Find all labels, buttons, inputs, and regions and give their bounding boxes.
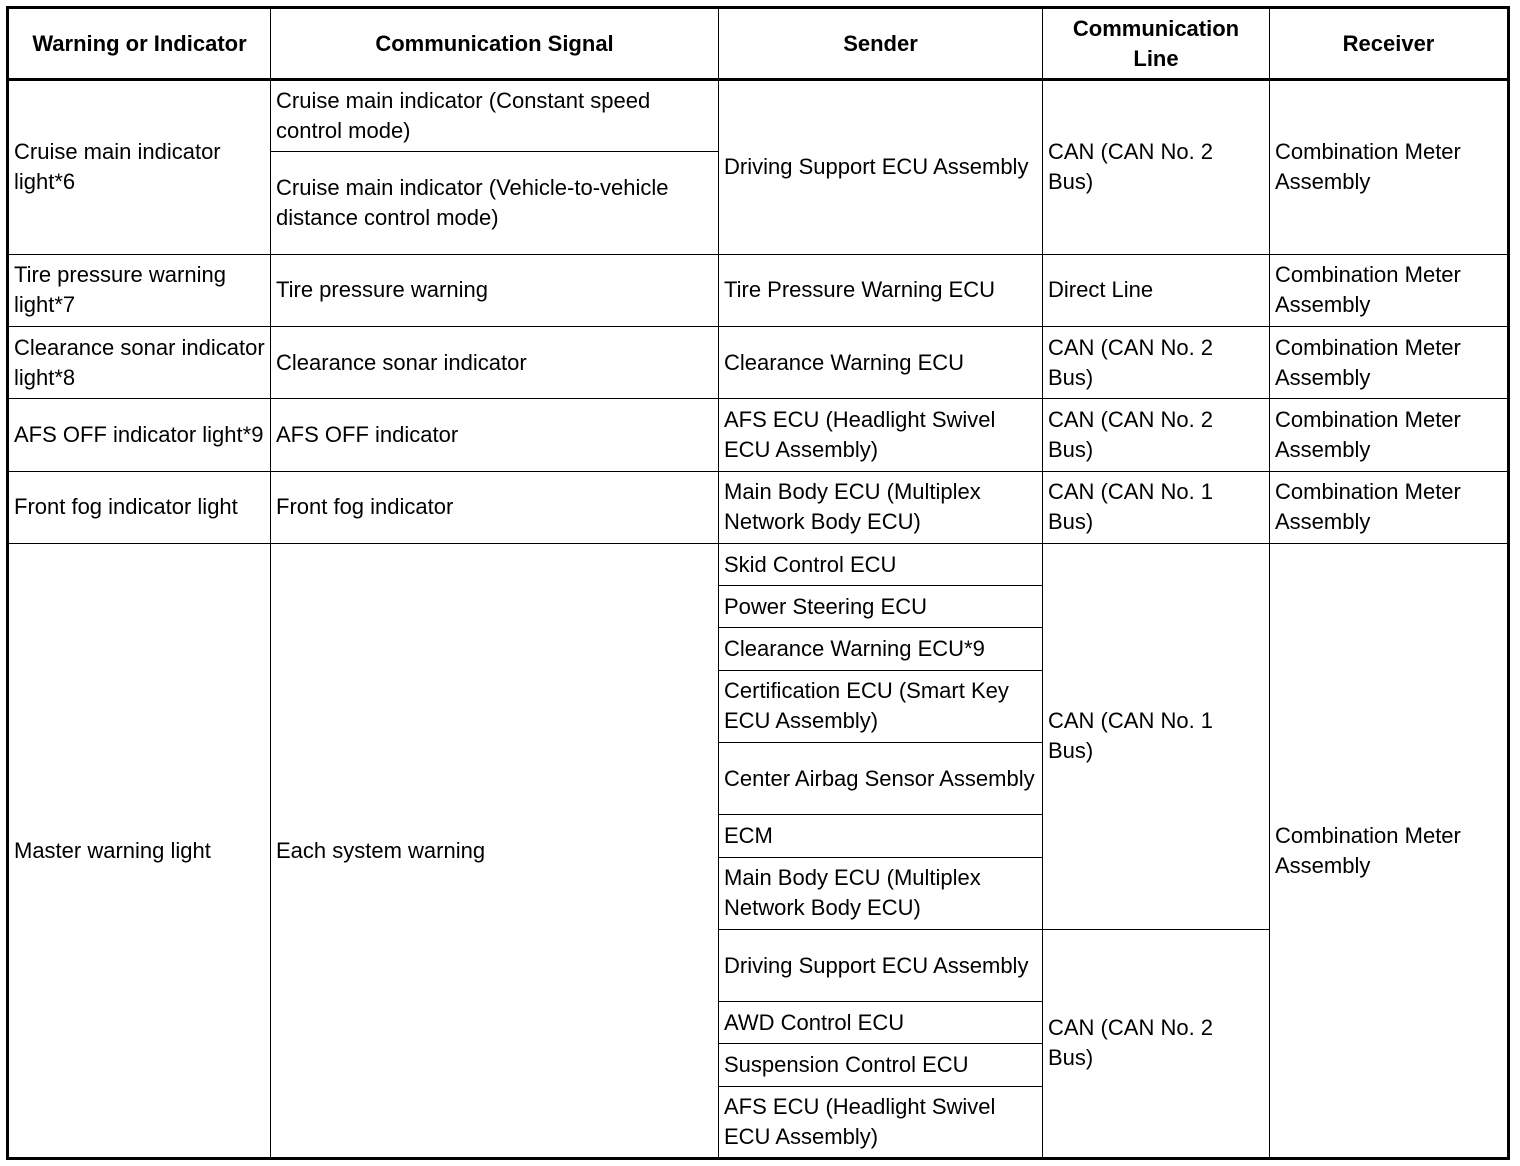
cell-sender: Driving Support ECU Assembly	[719, 929, 1043, 1001]
header-line: Communication Line	[1043, 8, 1270, 80]
cell-warning: Clearance sonar indicator light*8	[8, 327, 271, 399]
cell-signal: Cruise main indicator (Vehicle-to-vehicle distance control mode)	[271, 152, 719, 254]
header-row	[8, 8, 1509, 80]
cell-sender: Main Body ECU (Multiplex Network Body ECU)	[719, 857, 1043, 929]
table-row	[8, 254, 1509, 326]
cell-warning: Master warning light	[8, 544, 271, 1159]
cell-warning: Front fog indicator light	[8, 471, 271, 543]
table-row	[8, 80, 1509, 152]
cell-sender: AWD Control ECU	[719, 1002, 1043, 1044]
cell-line: CAN (CAN No. 1 Bus)	[1043, 544, 1270, 930]
cell-sender: AFS ECU (Headlight Swivel ECU Assembly)	[719, 1086, 1043, 1158]
cell-sender: Skid Control ECU	[719, 544, 1043, 586]
cell-receiver: Combination Meter Assembly	[1270, 471, 1509, 543]
cell-signal: Tire pressure warning	[271, 254, 719, 326]
communication-table	[6, 6, 1510, 1160]
cell-line: CAN (CAN No. 2 Bus)	[1043, 80, 1270, 255]
cell-line: CAN (CAN No. 2 Bus)	[1043, 929, 1270, 1158]
cell-sender: Certification ECU (Smart Key ECU Assembly)	[719, 670, 1043, 742]
cell-warning: Cruise main indicator light*6	[8, 80, 271, 255]
cell-receiver: Combination Meter Assembly	[1270, 544, 1509, 1159]
cell-receiver: Combination Meter Assembly	[1270, 399, 1509, 471]
cell-sender: Power Steering ECU	[719, 586, 1043, 628]
cell-line: CAN (CAN No. 2 Bus)	[1043, 399, 1270, 471]
cell-warning: Tire pressure warning light*7	[8, 254, 271, 326]
cell-sender: Suspension Control ECU	[719, 1044, 1043, 1086]
cell-line: Direct Line	[1043, 254, 1270, 326]
cell-signal: Cruise main indicator (Constant speed control mode)	[271, 80, 719, 152]
cell-sender: Clearance Warning ECU*9	[719, 628, 1043, 670]
table-row	[8, 471, 1509, 543]
header-receiver: Receiver	[1270, 8, 1509, 80]
cell-receiver: Combination Meter Assembly	[1270, 327, 1509, 399]
cell-warning: AFS OFF indicator light*9	[8, 399, 271, 471]
cell-line: CAN (CAN No. 2 Bus)	[1043, 327, 1270, 399]
header-sender: Sender	[719, 8, 1043, 80]
cell-sender: Driving Support ECU Assembly	[719, 80, 1043, 255]
cell-signal: Each system warning	[271, 544, 719, 1159]
cell-sender: ECM	[719, 815, 1043, 857]
cell-signal: Clearance sonar indicator	[271, 327, 719, 399]
cell-sender: Clearance Warning ECU	[719, 327, 1043, 399]
cell-signal: Front fog indicator	[271, 471, 719, 543]
header-warning: Warning or Indicator	[8, 8, 271, 80]
table-row	[8, 544, 1509, 586]
cell-line: CAN (CAN No. 1 Bus)	[1043, 471, 1270, 543]
table-row	[8, 327, 1509, 399]
cell-receiver: Combination Meter Assembly	[1270, 80, 1509, 255]
table-row	[8, 399, 1509, 471]
cell-sender: AFS ECU (Headlight Swivel ECU Assembly)	[719, 399, 1043, 471]
cell-signal: AFS OFF indicator	[271, 399, 719, 471]
cell-sender: Main Body ECU (Multiplex Network Body ECU)	[719, 471, 1043, 543]
cell-receiver: Combination Meter Assembly	[1270, 254, 1509, 326]
header-signal: Communication Signal	[271, 8, 719, 80]
cell-sender: Tire Pressure Warning ECU	[719, 254, 1043, 326]
cell-sender: Center Airbag Sensor Assembly	[719, 743, 1043, 815]
